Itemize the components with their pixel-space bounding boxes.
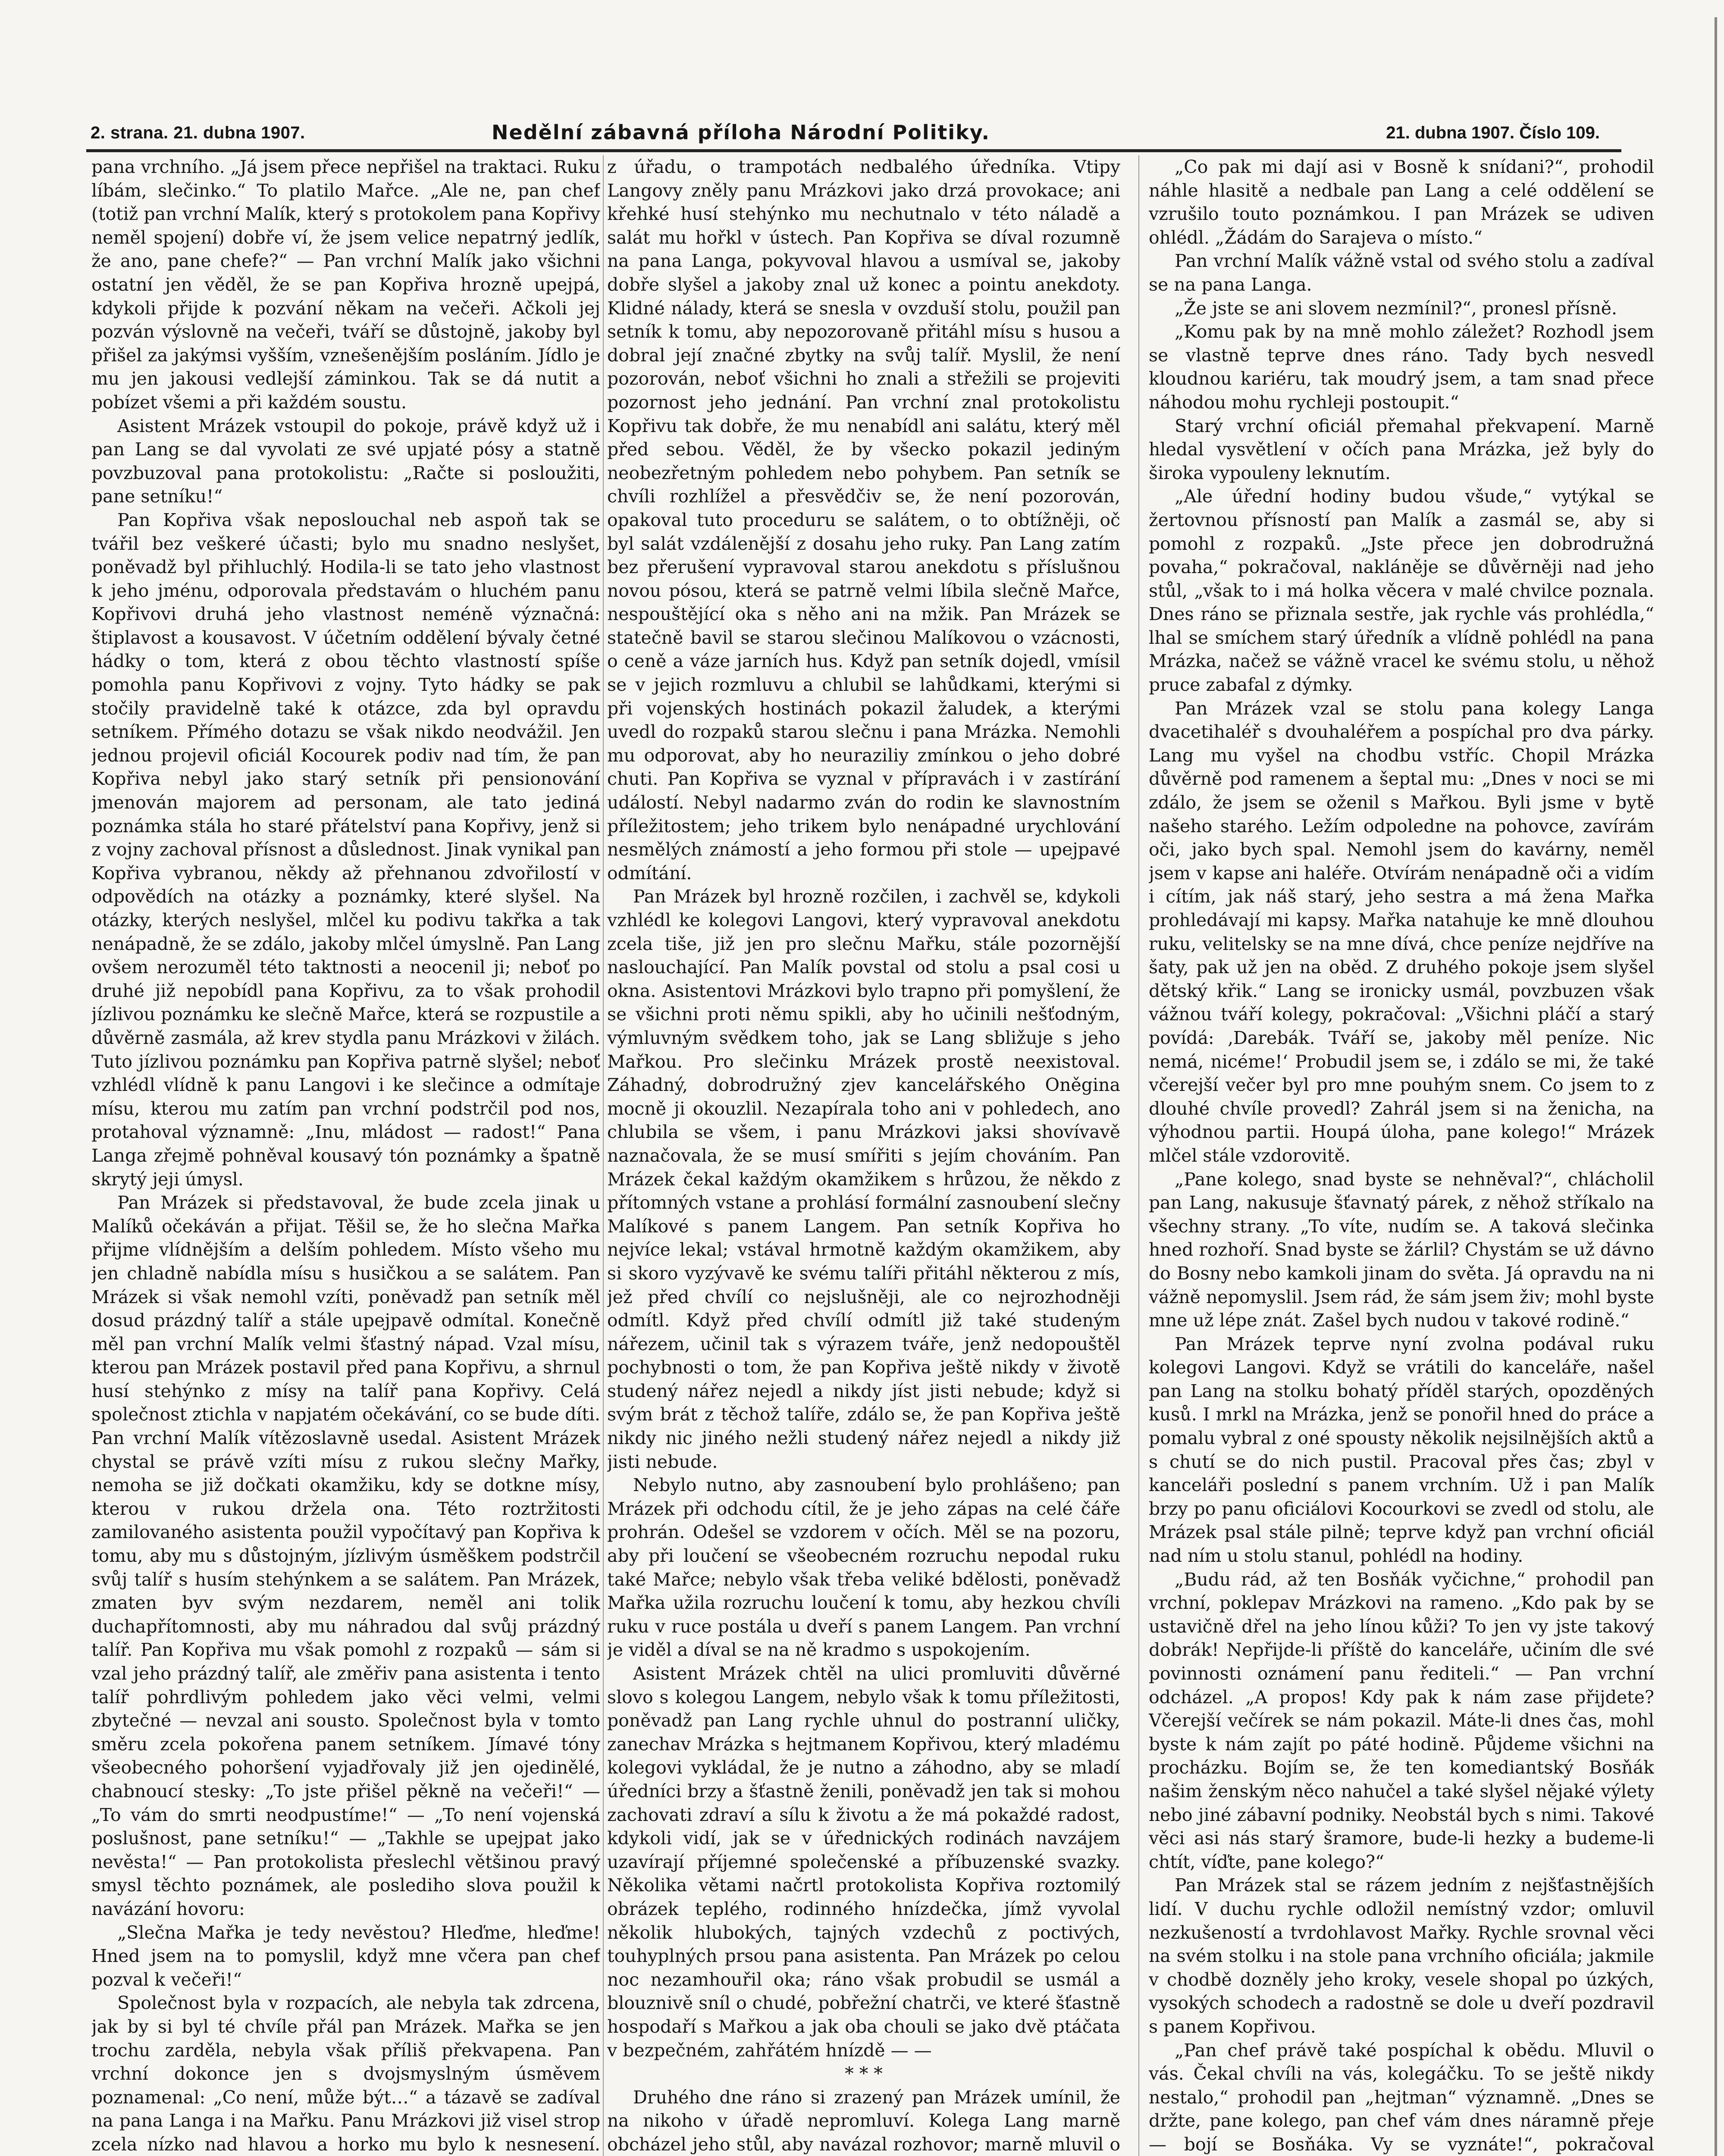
paragraph: Pan Mrázek si představoval, že bude zcela jinak u Malíků očekáván a přijat. Těšil se, že ho slečna Mařka přijme vlídnějším a delším pohledem. Místo všeho mu jen chladně nabídla mísu s husičkou a se salátem. Pan Mrázek si však nemohl vzíti, poněvadž pan setník měl dosud prázdný talíř a stále upejpavě odmítal. Konečně měl pan vrchní Malík velmi šťastný nápad. Vzal mísu, kterou pan Mrázek postavil před pana Kopřivu, a shrnul husí stehýnko z mísy na talíř pana Kopřivy. Celá společnost ztichla v napjatém očekávání, co se bude díti. Pan vrchní Malík vítězoslavně usedal. Asistent Mrázek chystal se právě vzíti mísu z rukou slečny Mařky, nemoha se již dočkati okamžiku, kdy se dotkne mísy, kterou v rukou držela ona. Této roztržitosti zamilovaného asistenta použil vypočítavý pan Kopřiva k tomu, aby mu s důstojným, jízlivým úsměškem podstrčil svůj talíř s husím stehýnkem a se salátem. Pan Mrázek, zmaten byv svým nezdarem, neměl ani tolik duchapřítomnosti, aby mu náhradou dal svůj prázdný talíř. Pan Kopřiva mu však pomohl z rozpaků — sám si vzal jeho prázdný talíř, ale změřiv pana asistenta i tento talíř pohrdlivým pohledem jako věci velmi, velmi zbytečné — nevzal ani sousto. Společnost byla v tomto směru zcela pokořena panem setníkem. Jímavé tóny všeobecného pohoršení vyjadřovaly již jen ojedinělé, chabnoucí stesky: „To jste přišel pěkně na večeři!“ — „To vám do smrti neodpustíme!“ — „To není vojenská poslušnost, pane setníku!“ — „Takhle se upejpat jako nevěsta!“ — Pan protokolista přeslechl většinou pravý smysl těchto poznámek, ale poslediho slova použil k navázání hovoru: bbox=[91, 1192, 600, 1919]
paragraph: Pan vrchní Malík vážně vstal od svého stolu a zadíval se na pana Langa. bbox=[1149, 251, 1654, 295]
paragraph: Pan Mrázek stal se rázem jedním z nejšťastnějších lidí. V duchu rychle odložil nemístný vzdor; omluvil nezkušeností a tvrdohlavost Mařky. Rychle srovnal věci na svém stolku i na stole pana vrchního oficiála; jakmile v chodbě dozněly jeho kroky, vesele shopal po úzkých, vysokých schodech a radostně se dole u dveří pozdravil s panem Kopřivou. bbox=[1149, 1875, 1654, 2037]
paragraph: Asistent Mrázek vstoupil do pokoje, právě když už i pan Lang se dal vyvolati ze své upjaté pósy a statně povzbuzoval pana protokolistu: „Račte si posloužiti, pane setníku!“ bbox=[91, 415, 600, 507]
header-page-date: 2. strana. 21. dubna 1907. bbox=[91, 123, 305, 142]
header-publication-title: Nedělní zábavná příloha Národní Politiky. bbox=[492, 121, 990, 144]
paragraph: Druhého dne ráno si zrazený pan Mrázek umínil, že na nikoho v úřadě nepromluví. Kolega Lang marně obcházel jeho stůl, aby navázal rozhovor; marně mluvil o bbox=[607, 2087, 1120, 2155]
paragraph: pana vrchního. „Já jsem přece nepřišel na traktaci. Ruku líbám, slečinko.“ To platilo Mařce. „Ale ne, pan chef (totiž pan vrchní Malík, který s protokolem pana Kopřivy neměl spojení) dobře ví, že jsem velice nepatrný jedlík, že ano, pane chefe?“ — Pan vrchní Malík jako všichni ostatní jen věděl, že se pan Kopřiva hrozně upejpá, kdykoli přijde k pozvání někam na večeři. Ačkoli jej pozván výslovně na večeři, tváří se důstojně, jakoby byl přišel za jakýmsi vyšším, vznešenějším posláním. Jídlo je mu jen jakousi vedlejší záminkou. Tak se dá nutit a pobízet všemi a při každém soustu. bbox=[91, 157, 600, 413]
page-edge-shadow bbox=[1715, 17, 1717, 2156]
paragraph: „Budu rád, až ten Bosňák vyčichne,“ prohodil pan vrchní, poklepav Mrázkovi na rameno. „Kdo pak by se ustavičně dřel na jeho línou kůži? To jen vy jste takový dobrák! Nepřijde-li příště do kanceláře, učiním dle své povinnosti oznámení panu řediteli.“ — Pan vrchní odcházel. „A propos! Kdy pak k nám zase přijdete? Včerejší večírek se nám pokazil. Máte-li dnes čas, mohl byste k nám zajít po páté hodině. Půjdeme všichni na procházku. Bojím se, že ten komediantský Bosňák našim ženským něco nahučel a také slyšel nějaké výlety nebo jiné zábavní podniky. Neobstál bych s nimi. Takové věci asi nás starý šramore, bude-li hezky a budeme-li chtít, víďte, pane kolego?“ bbox=[1149, 1569, 1654, 1872]
paragraph: Nebylo nutno, aby zasnoubení bylo prohlášeno; pan Mrázek při odchodu cítil, že je jeho zápas na celé čáře prohrán. Odešel se vzdorem v očích. Měl se na pozoru, aby při loučení se všeobecném rozruchu nepodal ruku také Mařce; nebylo však třeba veliké bdělosti, poněvadž Mařka užila rozruchu loučení k tomu, aby hezkou chvíli ruku v ruce postála u dveří s panem Langem. Pan vrchní je viděl a díval se na ně kradmo s uspokojením. bbox=[607, 1475, 1120, 1661]
paragraph: Starý vrchní oficiál přemahal překvapení. Marně hledal vysvětlení v očích pana Mrázka, jež byly do široka vypouleny leknutím. bbox=[1149, 415, 1654, 483]
paragraph: „Co pak mi dají asi v Bosně k snídani?“, prohodil náhle hlasitě a nedbale pan Lang a celé oddělení se vzrušilo touto poznámkou. I pan Mrázek se udiven ohlédl. „Žádám do Sarajeva o místo.“ bbox=[1149, 157, 1654, 248]
column-divider bbox=[603, 155, 604, 2156]
paragraph: „Komu pak by na mně mohlo záležet? Rozhodl jsem se vlastně teprve dnes ráno. Tady bych nesvedl kloudnou kariéru, tak moudrý jsem, a tam snad přece náhodou mohu rychleji postoupit.“ bbox=[1149, 321, 1654, 413]
paragraph: z úřadu, o trampotách nedbalého úředníka. Vtipy Langovy zněly panu Mrázkovi jako drzá provokace; ani křehké husí stehýnko mu nechutnalo v této náladě a salát mu hořkl v ústech. Pan Kopřiva se díval rozumně na pana Langa, pokyvoval hlavou a usmíval se, jakoby dobře slyšel a jakoby znal už konec a pointu anekdoty. Klidné nálady, která se snesla v ovzduší stolu, použil pan setník k tomu, aby nepozorovaně přitáhl mísu s husou a dobral její značné zbytky na svůj talíř. Myslil, že není pozorován, neboť všichni ho znali a střežili se projeviti pozornost jeho jednání. Pan vrchní znal protokolistu Kopřivu tak dobře, že mu nenabídl ani salátu, který měl před sebou. Věděl, že by všecko pokazil jediným neobezřetným pohledem nebo pohybem. Pan setník se chvíli rozhlížel a přesvědčiv se, že není pozorován, opakoval tuto proceduru se salátem, o to obtížněji, oč byl salát vzdálenější z dosahu jeho ruky. Pan Lang zatím bez přerušení vypravoval starou anekdotu s příslušnou novou pósou, která se patrně velmi líbila slečně Mařce, nespouštějící oka s něho ani na mžik. Pan Mrázek se statečně bavil se starou slečinou Malíkovou o vzácnosti, o ceně a váze jarních hus. Když pan setník dojedl, vmísil se v jejich rozmluvu a chlubil se lahůdkami, kterými si při vojenských hostinách pokazil žaludek, a kterými uvedl do rozpaků starou slečnu i pana Mrázka. Nemohli mu odporovat, aby ho neuraziliy zmínkou o jeho dobré chuti. Pan Kopřiva se vyznal v přípravách i v zastírání událostí. Nebyl nadarmo zván do rodin ke slavnostním příležitostem; jeho trikem bylo nenápadné urychlování nesmělých známostí a jeho formou při stole — upejpavé odmítání. bbox=[607, 157, 1120, 884]
paragraph: „Pan chef právě také pospíchal k obědu. Mluvil o vás. Čekal chvíli na vás, kolegáčku. To se ještě nikdy nestalo,“ prohodil pan „hejtman“ významně. „Dnes se držte, pane kolego, pan chef vám dnes náramně přeje — bojí se Bosňáka. Vy se vyznáte!“, pokračoval bbox=[1149, 2040, 1654, 2155]
header-rule bbox=[86, 149, 1621, 152]
column-1 bbox=[91, 155, 600, 2156]
paragraph: Pan Mrázek teprve nyní zvolna podával ruku kolegovi Langovi. Když se vrátili do kanceláře, našel pan Lang na stolku bohatý příděl starých, opozděných kusů. I mrkl na Mrázka, jenž se ponořil hned do práce a pomalu vybral z oné spousty několik nejsilnějších aktů a s chutí se do nich pustil. Pracoval přes čas; zbyl v kanceláři poslední s panem vrchním. Už i pan Malík brzy po panu oficiálovi Kocourkovi se zvedl od stolu, ale Mrázek psal stále pilně; teprve když pan vrchní oficiál nad ním u stolu stanul, pohlédl na hodiny. bbox=[1149, 1333, 1654, 1567]
paragraph: Společnost byla v rozpacích, ale nebyla tak zdrcena, jak by si byl té chvíle přál pan Mrázek. Mařka se jen trochu zarděla, nebyla však příliš překvapena. Pan vrchní dokonce jen s dvojsmyslným úsměvem poznamenal: „Co není, může být…“ a tázavě se zadíval na pana Langa i na Mařku. Panu Mrázkovi již visel strop zcela nízko nad hlavou a horko mu bylo k nesnesení. bbox=[91, 1993, 600, 2155]
paragraph: „Že jste se ani slovem nezmínil?“, pronesl přísně. bbox=[1175, 298, 1617, 319]
paragraph: Asistent Mrázek chtěl na ulici promluviti důvěrné slovo s kolegou Langem, nebylo však k tomu příležitosti, poněvadž pan Lang rychle uhnul do postranní uličky, zanechav Mrázka s hejtmanem Kopřivou, který mladému kolegovi vykládal, že je nutno a záhodno, aby se mladí úředníci brzy a šťastně ženili, poněvadž jen tak si mohou zachovati zdraví a sílu k životu a že má pokaždé radost, kdykoli vidí, jak se v úřednických rodinách navzájem uzavírají příjemné společenské a příbuzenské svazky. Několika větami načrtl protokolista Kopřiva roztomilý obrázek teplého, rodinného hnízdečka, jímž vyvolal několik hlubokých, tajných vzdechů z poctivých, touhyplných prsou pana asistenta. Pan Mrázek po celou noc nezamhouřil oka; ráno však probudil se usmál a blouznivě sníl o chudé, pobřežní chatrči, ve které šťastně hospodaří s Mařkou a jak oba chouli se jako dvě ptáčata v bezpečném, zahřátém hnízdě — — bbox=[607, 1663, 1120, 2061]
page-header bbox=[91, 120, 1613, 147]
paragraph: Pan Kopřiva však neposlouchal neb aspoň tak se tvářil bez veškeré účasti; bylo mu snadno neslyšet, poněvadž byl přihluchlý. Hodila-li se tato jeho vlastnost k jeho jménu, odporovala představám o hluchém panu Kopřivovi druhá jeho vlastnost neméně význačná: štiplavost a kousavost. V účetním oddělení bývaly četné hádky o tom, která z obou těchto vlastností spíše pomohla panu Kopřivovi z vojny. Tyto hádky se pak stočily pravidelně také k otázce, zda byl opravdu setníkem. Přímého dotazu se však nikdo neodvážil. Jen jednou projevil oficiál Kocourek podiv nad tím, že pan Kopřiva nebyl jako starý setník při pensionování jmenován majorem ad personam, ale tato jediná poznámka stála ho staré přátelství pana Kopřivy, jenž si z vojny zachoval přísnost a důslednost. Jinak vynikal pan Kopřiva vybranou, někdy až přehnanou zdvořilostí v odpovědích na otázky a poznámky, které slyšel. Na otázky, kterých neslyšel, mlčel ku podivu takřka a tak nenápadně, že se zdálo, jakoby mlčel úmyslně. Pan Lang ovšem nerozuměl této taktnosti a neocenil ji; neboť po druhé již nepobídl pana Kopřivu, za to však prohodil jízlivou poznámku ke slečně Mařce, která se rozpustile a důvěrně zasmála, až krev stydla panu Mrázkovi v žilách. Tuto jízlivou poznámku pan Kopřiva patrně slyšel; neboť vzhlédl vlídně k panu Langovi i ke slečince a odmítaje mísu, kterou mu zatím pan vrchní podstrčil pod nos, protahoval významně: „Inu, mládost — radost!“ Pana Langa zřejmě pohněval kousavý tón poznámky a špatně skrytý jeji úmysl. bbox=[91, 509, 600, 1190]
section-separator: * * * bbox=[845, 2063, 883, 2084]
paragraph: „Pane kolego, snad byste se nehněval?“, chlácholil pan Lang, nakusuje šťavnatý párek, z něhož stříkalo na všechny strany. „To víte, nudím se. A taková slečinka hned rozhoří. Snad byste se žárlil? Chystám se už dávno do Bosny nebo kamkoli jinam do světa. Já opravdu na ni vážně nepomyslil. Jsem rád, že sám jsem živ; mohl byste mne už lépe znát. Zašel bych nudou v takové rodině.“ bbox=[1149, 1169, 1654, 1331]
column-3 bbox=[1149, 155, 1654, 2156]
column-divider bbox=[1138, 155, 1139, 2156]
header-date-issue: 21. dubna 1907. Číslo 109. bbox=[1386, 123, 1600, 142]
paragraph: „Slečna Mařka je tedy nevěstou? Hleďme, hleďme! Hned jsem na to pomyslil, když mne včera pan chef pozval k večeři!“ bbox=[91, 1922, 600, 1990]
paragraph: Pan Mrázek vzal se stolu pana kolegy Langa dvacetihaléř s dvouhaléřem a pospíchal pro dva párky. Lang mu vyšel na chodbu vstříc. Chopil Mrázka důvěrně pod ramenem a šeptal mu: „Dnes v noci se mi zdálo, že jsem se oženil s Mařkou. Byli jsme v bytě našeho starého. Ležím odpoledne na pohovce, zavírám oči, jako bych spal. Nemohl jsem do kavárny, neměl jsem v kapse ani haléře. Otvírám nenápadně oči a vidím i cítím, jak náš starý, jeho sestra a má žena Mařka prohledávají mi kapsy. Mařka natahuje ke mně dlouhou ruku, velitelsky se na mne dívá, chce peníze nejdříve na šaty, pak už jen na oběd. Z druhého pokoje jsem slyšel dětský křik.“ Lang se ironicky usmál, povzbuzen však vážnou tváří kolegy, pokračoval: „Všichni pláčí a starý povídá: ‚Darebák. Tváří se, jakoby měl peníze. Nic nemá, nicéme!‘ Probudil jsem se, i zdálo se mi, že také včerejší večer byl pro mne pouhým snem. Co jsem to z dlouhé chvíle provedl? Zahrál jsem si na ženicha, na výhodnou partii. Houpá úloha, pane kolego!“ Mrázek mlčel stále vzdorovitě. bbox=[1149, 698, 1654, 1166]
paragraph: Pan Mrázek byl hrozně rozčilen, i zachvěl se, kdykoli vzhlédl ke kolegovi Langovi, který vypravoval anekdotu zcela tiše, již jen pro slečnu Mařku, stále pozornější naslouchající. Pan Malík povstal od stolu a psal cosi u okna. Asistentovi Mrázkovi bylo trapno při pomyšlení, že se všichni proti němu spikli, aby ho učinili nešťodným, výmluvným svědkem toho, jak se Lang sbližuje s jeho Mařkou. Pro slečinku Mrázek prostě neexistoval. Záhadný, dobrodružný zjev kancelářského Oněgina mocně ji okouzlil. Nezapírala toho ani v pohledech, ano chlubila se všem, i panu Mrázkovi jaksi shovívavě naznačovala, že se musí smířiti s jejím chováním. Pan Mrázek čekal každým okamžikem s hrůzou, že někdo z přítomných vstane a prohlásí formální zasnoubení slečny Malíkové s panem Langem. Pan setník Kopřiva ho nejvíce lekal; vstával hrmotně každým okamžikem, aby si skoro vyzývavě ke svému talíři přitáhl některou z mís, jež před chvílí co nejslušněji, ale co nejrozhodněji odmítl. Když před chvílí odmítl již také studeným nářezem, učinil tak s výrazem tváře, jenž nedopouštěl pochybnosti o tom, že pan Kopřiva ještě nikdy v životě studený nářez nejedl a nikdy jíst jisti nebude; když si svým brát z těchož talíře, zdálo se, že pan Kopřiva ještě nikdy nic jiného nežli studený nářez nejedl a nikdy již jisti nebude. bbox=[607, 886, 1120, 1472]
paragraph: „Ale úřední hodiny budou všude,“ vytýkal se žertovnou přísností pan Malík a zasmál se, aby si pomohl z rozpaků. „Jste přece jen dobrodružná povaha,“ pokračoval, nakláněje se důvěrněji nad jeho stůl, „však to i má holka věcera v malé chvilce poznala. Dnes ráno se přiznala sestře, jak rychle vás prohlédla,“ lhal se smíchem starý úředník a vlídně pohlédl na pana Mrázka, načež se vážně vracel ke svému stolu, u něhož pruce zabafal z dýmky. bbox=[1149, 486, 1654, 696]
column-2 bbox=[607, 155, 1120, 2156]
